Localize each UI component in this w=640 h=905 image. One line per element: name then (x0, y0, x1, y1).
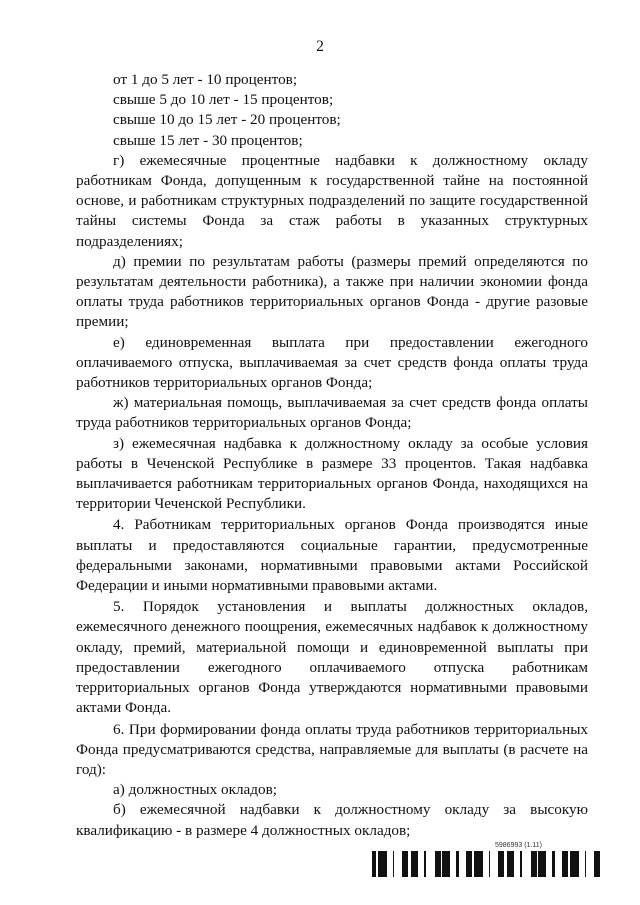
paragraph: г) ежемесячные процентные надбавки к должностному окладу работникам Фонда, допущенным к государственной тайне на постоянной основе, и работникам структурных подразделений по защите государственной тайны системы Фонда за стаж работы в указанных структурных подразделениях; (76, 151, 588, 250)
paragraph: свыше 5 до 10 лет - 15 процентов; (113, 91, 334, 109)
paragraph: ж) материальная помощь, выплачиваемая за счет средств фонда оплаты труда работников территориальных органов Фонда; (76, 394, 588, 432)
paragraph: свыше 10 до 15 лет - 20 процентов; (113, 111, 341, 129)
document-code: 5986993 (1.11) (495, 842, 542, 849)
paragraph: а) должностных окладов; (113, 781, 277, 799)
paragraph: з) ежемесячная надбавка к должностному окладу за особые условия работы в Чеченской Республике в размере 33 процентов. Такая надбавка выплачивается работникам территориальных органов Фонда, находящихся на территории Чеченской Республики. (76, 434, 588, 513)
paragraph: 4. Работникам территориальных органов Фонда производятся иные выплаты и предоставляются социальные гарантии, предусмотренные федеральными законами, нормативными правовыми актами Российской Федерации и иными нормативными правовыми актами. (76, 516, 588, 595)
paragraph: 6. При формировании фонда оплаты труда работников территориальных Фонда предусматриваются средства, направляемые для выплаты (в расчете на год): (76, 720, 588, 778)
paragraph: б) ежемесячной надбавки к должностному окладу за высокую квалификацию - в размере 4 должностных окладов; (76, 801, 588, 839)
document-body (76, 70, 588, 841)
page-number: 2 (316, 38, 324, 55)
paragraph: от 1 до 5 лет - 10 процентов; (113, 71, 298, 88)
paragraph: свыше 15 лет - 30 процентов; (113, 131, 303, 149)
paragraph: е) единовременная выплата при предоставлении ежегодного оплачиваемого отпуска, выплачиваемая за счет средств фонда оплаты труда работников территориальных органов Фонда; (76, 333, 588, 392)
paragraph: д) премии по результатам работы (размеры премий определяются по результатам деятельности работника), а также при наличии экономии фонда оплаты труда работников территориальных органов Фонда - другие разовые премии; (76, 252, 588, 331)
paragraph: 5. Порядок установления и выплаты должностных окладов, ежемесячного денежного поощрения, ежемесячных надбавок к должностному окладу, премий, материальной помощи и единовременной выплаты при предоставлении ежегодного оплачиваемого отпуска работникам территориальных органов Фонда утверждаются нормативными правовыми актами Фонда. (76, 598, 588, 717)
barcode-image (372, 851, 600, 877)
